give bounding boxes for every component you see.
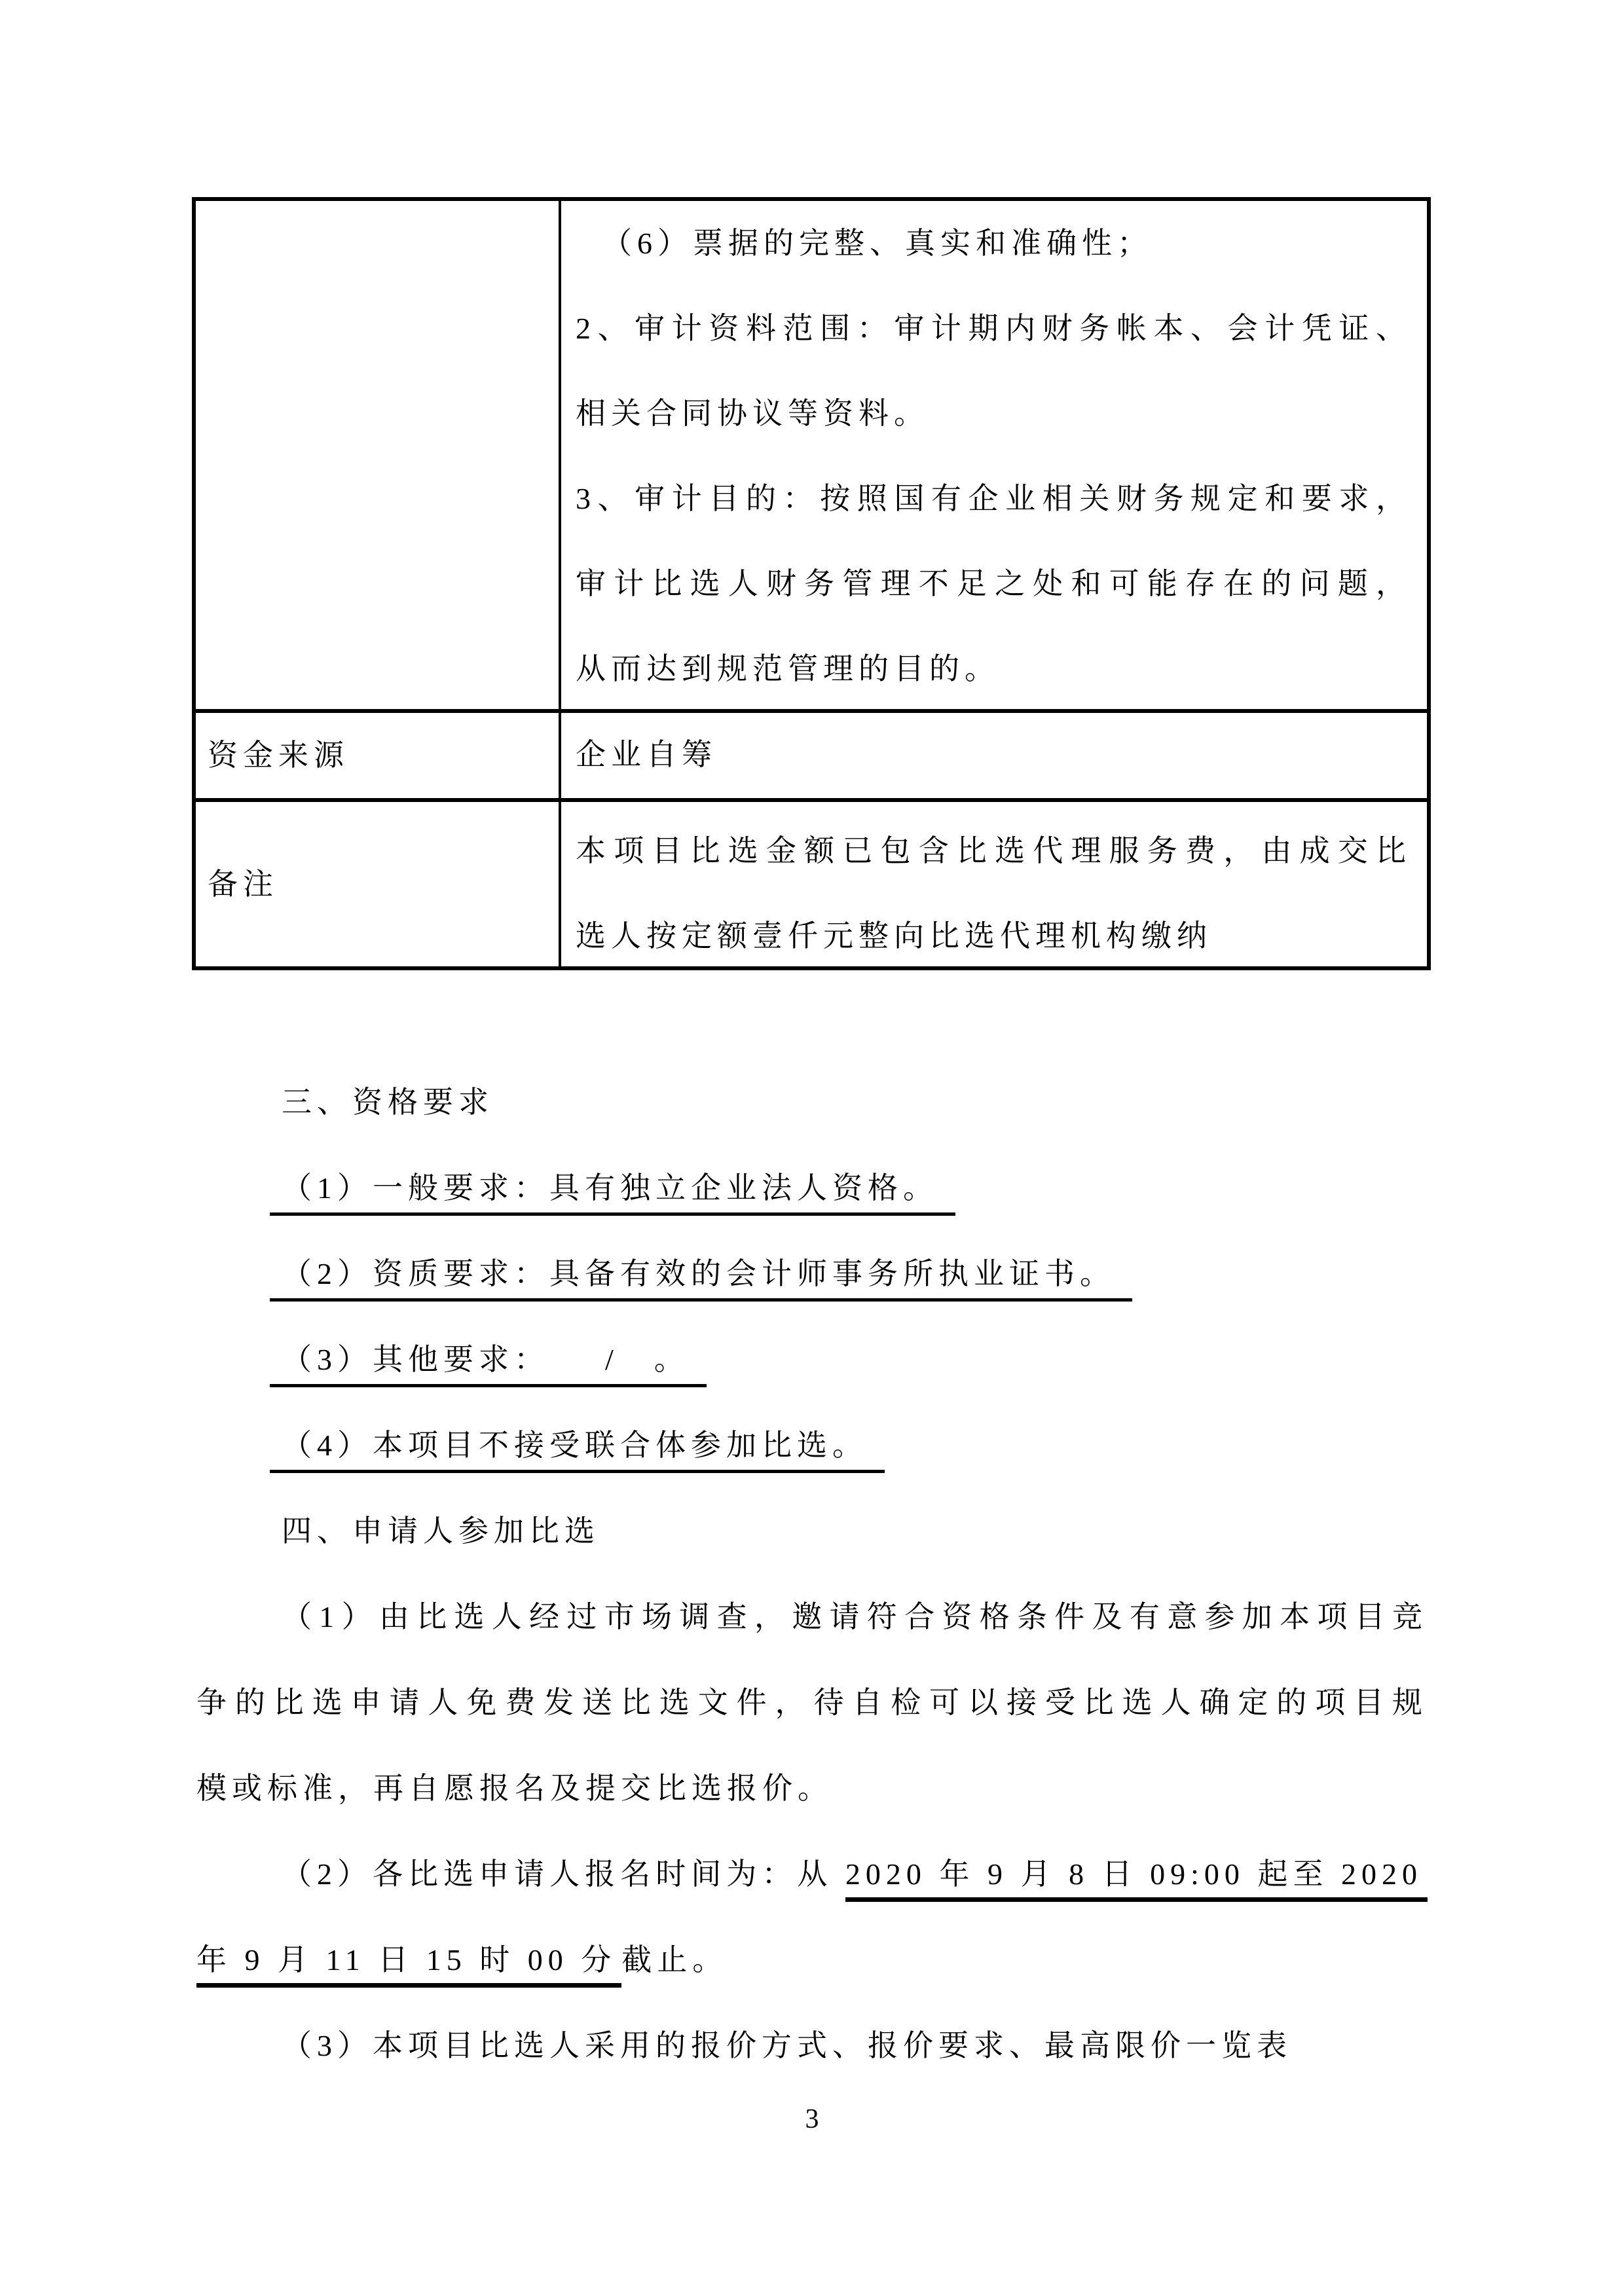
funding-source-label: 资金来源 [196,713,561,798]
signup-deadline-suffix: 截止。 [621,1943,728,1977]
qualification-item-2 [196,1231,1428,1317]
qualification-item-underlined-text: （2）资质要求：具备有效的会计师事务所执业证书。 [270,1257,1132,1302]
signup-deadline-line [196,1917,1428,2003]
section-heading-qualifications: 三、资格要求 [282,1085,494,1119]
table-row-remarks [196,798,1427,966]
qualification-item-3 [196,1317,1428,1402]
section-heading-application: 四、申请人参加比选 [282,1514,600,1548]
signup-time-prefix: （2）各比选申请人报名时间为：从 [282,1857,845,1891]
audit-detail-line: 2、审计资料范围：审计期内财务帐本、会计凭证、 [576,312,1411,345]
table-row-audit-details [196,201,1427,709]
audit-detail-line: 相关合同协议等资料。 [576,397,929,430]
application-paragraph-line: （1）由比选人经过市场调查，邀请符合资格条件及有意参加本项目竞 [282,1600,1428,1633]
signup-start-date-underlined: 2020 年 9 月 8 日 09:00 起至 2020 [845,1857,1428,1902]
funding-source-value: 企业自筹 [576,738,717,771]
remarks-label: 备注 [196,802,561,966]
application-paragraph-line: 模或标准，再自愿报名及提交比选报价。 [196,1772,833,1805]
audit-detail-line: 审计比选人财务管理不足之处和可能存在的问题， [576,567,1411,600]
remarks-line: 选人按定额壹仟元整向比选代理机构缴纳 [576,919,1212,953]
qualification-item-underlined-text: （1）一般要求：具有独立企业法人资格。 [270,1171,955,1216]
signup-time-line [196,1831,1428,1917]
qualification-item-underlined-text: （3）其他要求： / 。 [270,1343,707,1387]
remarks-line: 本项目比选金额已包含比选代理服务费，由成交比 [576,834,1411,867]
qualification-item-underlined-text: （4）本项目不接受联合体参加比选。 [270,1429,885,1473]
project-info-table [192,197,1431,970]
application-paragraph-line: （3）本项目比选人采用的报价方式、报价要求、最高限价一览表 [282,2029,1292,2062]
document-body [196,1059,1428,2088]
qualification-item-4 [196,1402,1428,1488]
audit-detail-line: 从而达到规范管理的目的。 [576,652,1000,685]
application-paragraph-line: 争的比选申请人免费发送比选文件，待自检可以接受比选人确定的项目规 [196,1686,1428,1719]
table-row-funding-source [196,709,1427,798]
signup-end-date-underlined: 年 9 月 11 日 15 时 00 分 [196,1943,621,1988]
table-cell-audit-details-label [196,201,561,709]
audit-detail-line: 3、审计目的：按照国有企业相关财务规定和要求， [576,482,1411,515]
page-number: 3 [805,2104,819,2134]
audit-detail-line: （6）票据的完整、真实和准确性； [602,227,1153,260]
remarks-content [561,802,1427,966]
qualification-item-1 [196,1145,1428,1231]
table-cell-audit-details-content [561,201,1427,709]
